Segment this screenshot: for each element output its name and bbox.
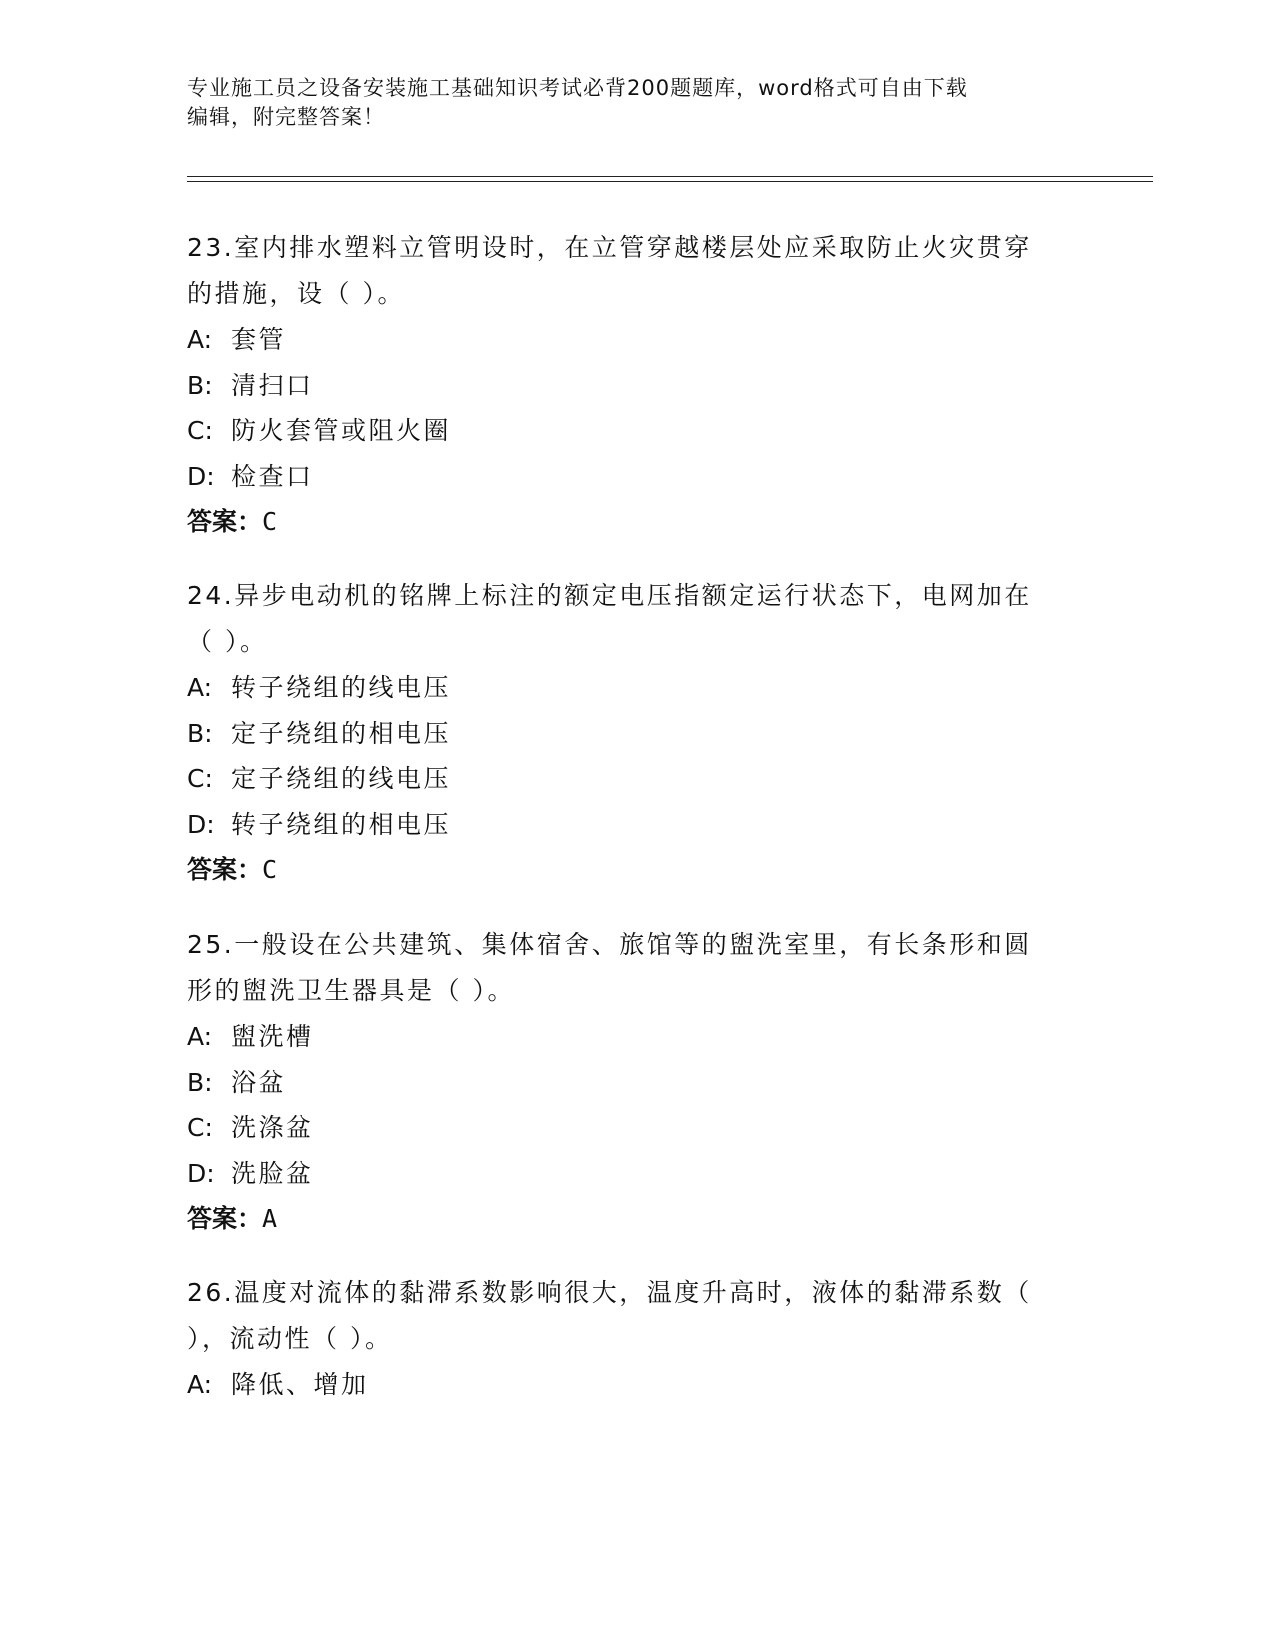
- option-text: 浴盆: [231, 1067, 287, 1097]
- option-key: B:: [187, 370, 213, 400]
- option-key: D:: [187, 461, 215, 491]
- option-text: 检查口: [231, 461, 314, 491]
- answer: [187, 847, 1077, 892]
- answer-value: C: [262, 507, 278, 536]
- question-24: [187, 573, 1077, 892]
- option-key: D:: [187, 809, 215, 839]
- option-key: B:: [187, 718, 213, 748]
- answer-label: 答案：: [187, 1204, 263, 1233]
- option-text: 防火套管或阻火圈: [231, 416, 452, 445]
- option-c: [187, 1105, 1077, 1151]
- option-d: [187, 1151, 1077, 1197]
- option-c: [187, 408, 1077, 454]
- option-a: [187, 1362, 1077, 1408]
- option-text: 套管: [231, 325, 287, 354]
- option-key: C:: [187, 764, 213, 793]
- question-26: [187, 1270, 1077, 1408]
- document-header: [187, 74, 1067, 132]
- option-text: 洗涤盆: [231, 1113, 314, 1142]
- question-text-line-2: 的措施，设（ ）。: [187, 279, 405, 308]
- question-text-line-1: 25.一般设在公共建筑、集体宿舍、旅馆等的盥洗室里，有长条形和圆: [187, 930, 1032, 959]
- option-text: 转子绕组的线电压: [231, 673, 452, 702]
- answer-value: A: [262, 1204, 278, 1233]
- option-key: C:: [187, 416, 213, 445]
- question-text-line-1: 24.异步电动机的铭牌上标注的额定电压指额定运行状态下，电网加在: [187, 581, 1032, 610]
- option-a: [187, 1014, 1077, 1060]
- question-text-line-2: （ ）。: [187, 627, 268, 656]
- question-text-line-1: 26.温度对流体的黏滞系数影响很大，温度升高时，液体的黏滞系数（: [187, 1278, 1032, 1307]
- option-text: 降低、增加: [231, 1370, 369, 1399]
- option-key: C:: [187, 1113, 213, 1142]
- option-b: [187, 1060, 1077, 1106]
- option-text: 洗脸盆: [231, 1158, 314, 1188]
- question-text-line-2: 形的盥洗卫生器具是（ ）。: [187, 976, 515, 1005]
- option-key: A:: [187, 1022, 213, 1051]
- option-text: 转子绕组的相电压: [231, 809, 452, 839]
- question-25: [187, 922, 1077, 1241]
- option-text: 定子绕组的相电压: [231, 718, 452, 748]
- option-text: 盥洗槽: [231, 1022, 314, 1051]
- option-key: A:: [187, 325, 213, 354]
- header-title-line-1: 专业施工员之设备安装施工基础知识考试必背200题题库，word格式可自由下载: [187, 76, 968, 100]
- option-key: D:: [187, 1158, 215, 1188]
- option-d: [187, 802, 1077, 848]
- header-title-line-2: 编辑，附完整答案！: [187, 105, 385, 129]
- question-23: [187, 225, 1077, 544]
- answer-value: C: [262, 855, 278, 884]
- option-text: 清扫口: [231, 370, 314, 400]
- answer: [187, 1196, 1077, 1241]
- question-text-line-2: ），流动性（ ）。: [187, 1324, 393, 1353]
- option-key: A:: [187, 1370, 213, 1399]
- option-b: [187, 363, 1077, 409]
- option-a: [187, 665, 1077, 711]
- option-key: B:: [187, 1067, 213, 1097]
- answer: [187, 499, 1077, 544]
- header-divider-bottom: [187, 181, 1153, 182]
- option-a: [187, 317, 1077, 363]
- option-d: [187, 454, 1077, 500]
- option-key: A:: [187, 673, 213, 702]
- option-text: 定子绕组的线电压: [231, 764, 452, 793]
- answer-label: 答案：: [187, 855, 263, 884]
- question-text-line-1: 23.室内排水塑料立管明设时，在立管穿越楼层处应采取防止火灾贯穿: [187, 233, 1032, 262]
- answer-label: 答案：: [187, 507, 263, 536]
- option-b: [187, 711, 1077, 757]
- option-c: [187, 756, 1077, 802]
- header-divider-top: [187, 176, 1153, 177]
